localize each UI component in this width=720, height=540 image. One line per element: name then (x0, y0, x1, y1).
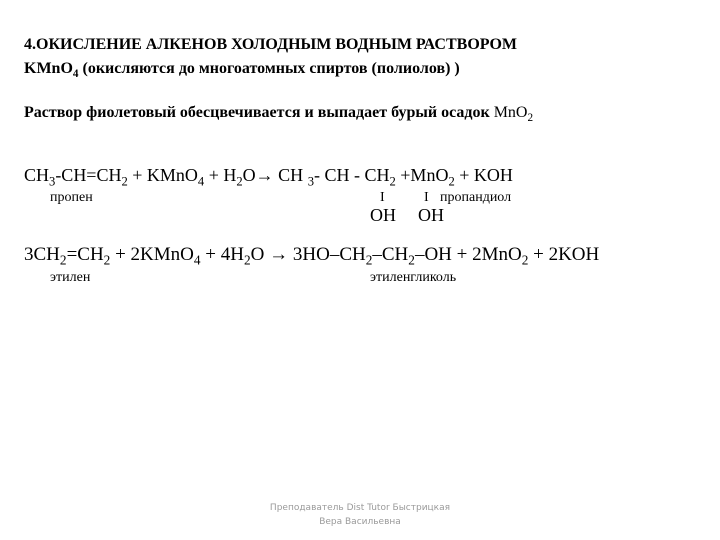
observation-text: Раствор фиолетовый обесцвечивается и выпадает бурый осадок (24, 104, 494, 121)
bond-line-1: I (380, 190, 385, 205)
footer-line-2: Вера Васильевна (319, 517, 401, 527)
product-name-ethylene-glycol: этиленгликоль (370, 270, 457, 285)
reaction-arrow-icon: → (269, 244, 289, 265)
reactant-name-ethylene: этилен (50, 270, 91, 285)
polyol-note: (окисляются до многоатомных спиртов (полиолов) ) (78, 60, 460, 77)
reaction-arrow-icon: → (255, 165, 274, 185)
heading-line-1: 4.ОКИСЛЕНИЕ АЛКЕНОВ ХОЛОДНЫМ ВОДНЫМ РАСТВОРОМ (24, 36, 517, 53)
reaction-2-equation: $3CH_2=CH_2$ + 2KMnO$_4$ + $4H_2O \to 3HO-CH_2-CH_2-OH + 2MnO_2 + 2KOH$ (24, 244, 600, 268)
subscript: 4 (72, 67, 79, 80)
footer-credit (240, 501, 480, 529)
heading-line-2 (24, 60, 460, 78)
kmno4-formula: KMnO (24, 60, 73, 77)
product-name-propanediol: пропандиол (440, 190, 512, 205)
hydroxyl-group-2: OH (418, 205, 444, 225)
mno2-formula: MnO$_2$ (493, 104, 534, 124)
hydroxyl-group-1: OH (370, 205, 396, 225)
observation-statement (24, 104, 533, 122)
bond-line-2: I (424, 190, 429, 205)
reactant-name-propene: пропен (50, 190, 93, 205)
footer-line-1: Преподаватель Dist Tutor Быстрицкая (269, 503, 451, 513)
reaction-1-equation: $CH_3-CH=CH_2$ + KMnO$_4$ + $H_2O\to$ CH $_3$- CH - $CH_2 +MnO_2$ + KOH (24, 165, 513, 189)
